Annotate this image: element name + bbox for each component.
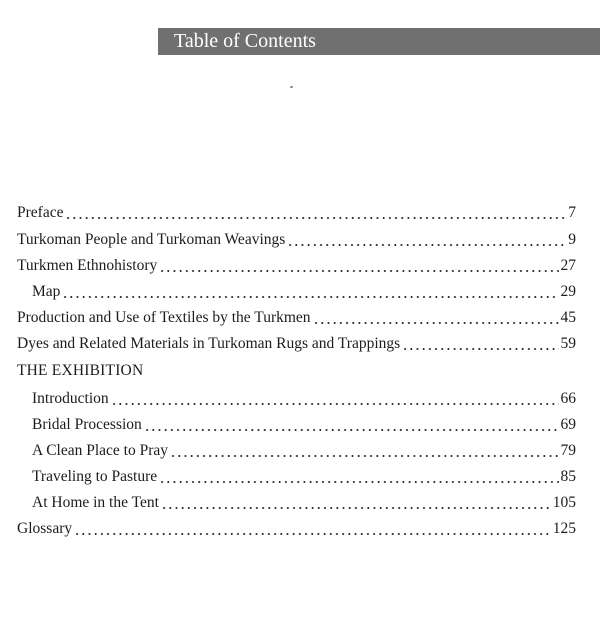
toc-leader-dots [313,308,559,328]
toc-leader-dots [111,389,559,409]
toc-page-number: 79 [560,442,576,459]
toc-page-number: 27 [560,257,576,274]
toc-entry-traveling-to-pasture[interactable] [32,467,576,487]
toc-page-number: 9 [568,231,576,248]
toc-leader-dots [159,256,558,276]
toc-entry-turkmen-ethnohistory[interactable] [17,256,576,276]
toc-entry-glossary[interactable] [17,519,576,539]
toc-leader-dots [161,493,551,513]
toc-entry-preface[interactable] [17,203,576,223]
toc-entry-bridal-procession[interactable] [32,415,576,435]
toc-entry-introduction[interactable] [32,389,576,409]
toc-leader-dots [287,230,566,250]
toc-leader-dots [159,467,558,487]
toc-entry-title: Introduction [32,390,109,407]
toc-entry-title: Traveling to Pasture [32,468,158,485]
toc-entry-title: Turkmen Ethnohistory [17,257,158,274]
toc-section-heading: THE EXHIBITION [17,362,144,379]
toc-page-number: 105 [552,494,576,511]
toc-page-number: 66 [560,390,576,407]
toc-entry-dyes-and-materials[interactable] [17,334,576,354]
toc-page-number: 85 [560,468,576,485]
toc-entry-title: Bridal Procession [32,416,142,433]
toc-entry-clean-place-to-pray[interactable] [32,441,576,461]
toc-page-number: 69 [560,416,576,433]
toc-page-number: 125 [552,520,576,537]
toc-leader-dots [65,203,566,223]
toc-page-number: 59 [560,335,576,352]
toc-entry-turkoman-people[interactable] [17,230,576,250]
toc-page-number: 29 [560,283,576,300]
page-title: Table of Contents [174,30,316,52]
toc-entry-title: Dyes and Related Materials in Turkoman Rugs and Trappings [17,335,401,352]
toc-entry-map[interactable] [32,282,576,302]
toc-leader-dots [62,282,558,302]
toc-leader-dots [144,415,559,435]
toc-entry-title: Turkoman People and Turkoman Weavings [17,231,286,248]
toc-page-number: 45 [560,309,576,326]
toc-leader-dots [170,441,558,461]
toc-entry-title: A Clean Place to Pray [32,442,169,459]
toc-entry-title: Map [32,283,61,300]
toc-entry-title: Glossary [17,520,73,537]
toc-leader-dots [402,334,558,354]
toc-entry-title: Preface [17,204,64,221]
toc-entry-at-home-in-the-tent[interactable] [32,493,576,513]
toc-leader-dots [74,519,551,539]
toc-entry-title: Production and Use of Textiles by the Turkmen [17,309,311,326]
toc-entry-production-and-use[interactable] [17,308,576,328]
toc-page-number: 7 [568,204,576,221]
toc-entry-title: At Home in the Tent [32,494,159,511]
